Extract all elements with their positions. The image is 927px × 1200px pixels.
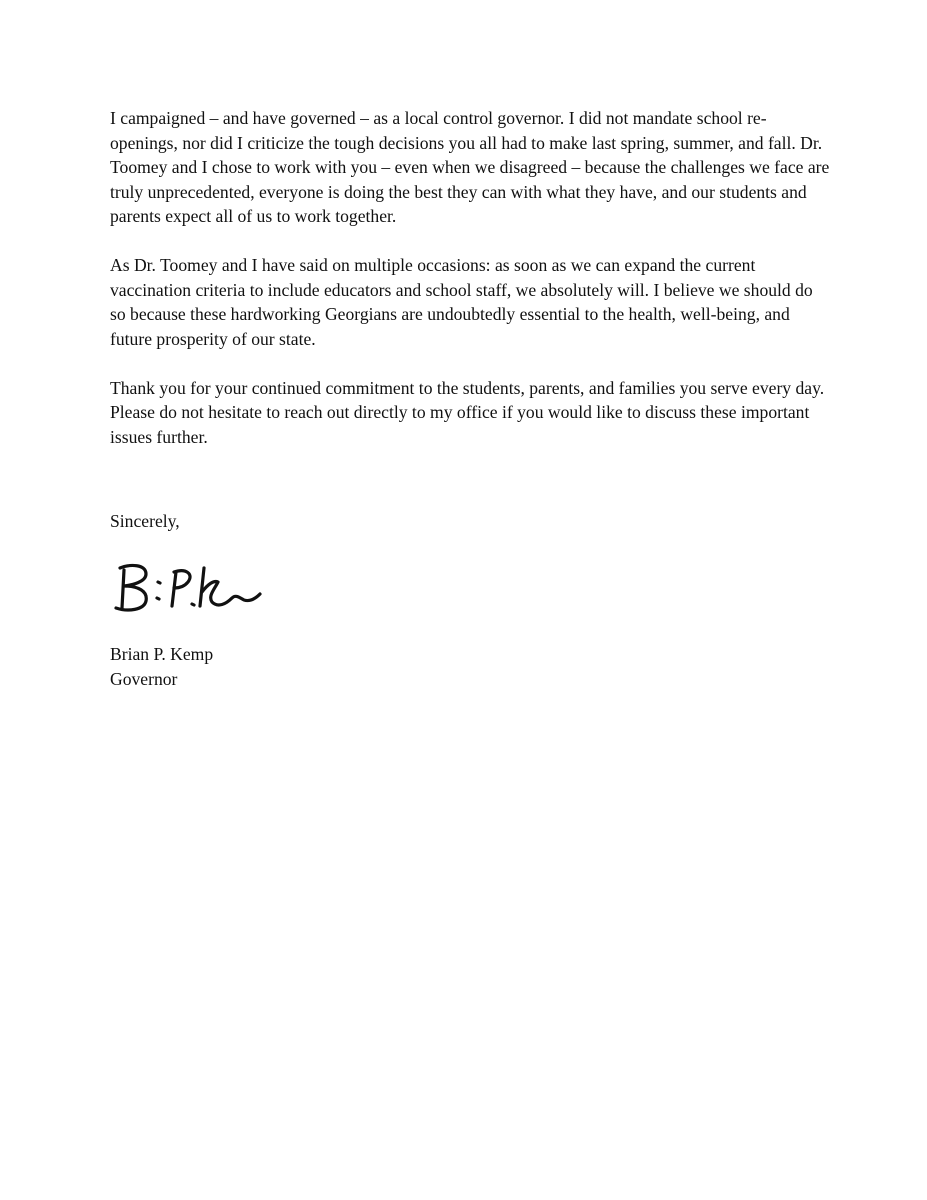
letter-body [110, 106, 830, 474]
closing-salutation: Sincerely, [110, 511, 180, 531]
paragraph-2: As Dr. Toomey and I have said on multiple occasions: as soon as we can expand the current vaccination criteria to include educators and school staff, we absolutely will. I believe we should do so because these hardworking Georgians are undoubtedly essential to the health, well-being, and future prosperity of our state. [110, 255, 813, 349]
paragraph-3: Thank you for your continued commitment to the students, parents, and families you serve every day. Please do not hesitate to reach out directly to my office if you would like to discuss these important issues further. [110, 377, 825, 447]
paragraph-1: I campaigned – and have governed – as a local control governor. I did not mandate school re-openings, nor did I criticize the tough decisions you all had to make last spring, summer, and fall. Dr. Toomey and I chose to work with you – even when we disagreed – because the challenges we face are truly unprecedented, everyone is doing the best they can with what they have, and our students and parents expect all of us to work together. [110, 108, 830, 226]
signer-block [110, 642, 213, 692]
signer-title: Governor [110, 669, 178, 689]
handwritten-signature [108, 558, 264, 620]
signer-name: Brian P. Kemp [110, 644, 214, 664]
